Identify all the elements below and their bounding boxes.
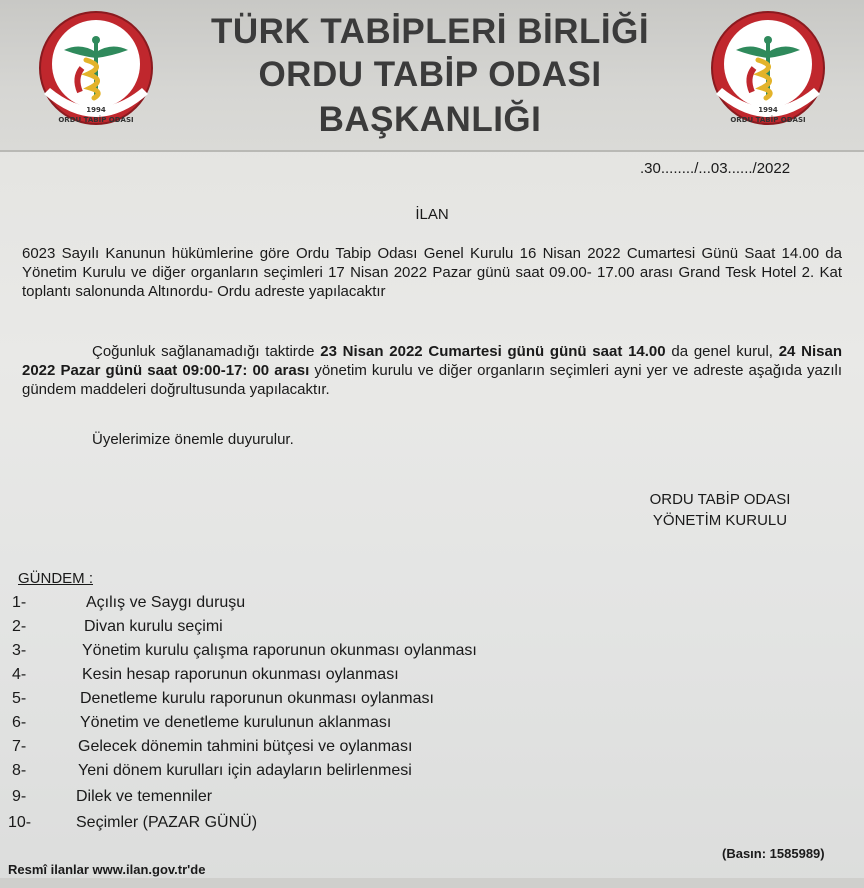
agenda-item-number: 4- — [12, 666, 27, 683]
agenda-item — [0, 762, 864, 786]
logo-text-right: ORDU TABİP ODASI — [730, 116, 806, 124]
agenda-item — [0, 714, 864, 738]
agenda-item — [0, 666, 864, 690]
paragraph-announcement: 6023 Sayılı Kanunun hükümlerine göre Ordu Tabip Odası Genel Kurulu 16 Nisan 2022 Cumartesi Günü Saat 14.00 da Yönetim Kurulu ve diğer organların seçimleri 17 Nisan 2022 Pazar günü saat 09.00- 17.00 arası Grand Tesk Hotel 2. Kat toplantı salonunda Altınordu- Ordu adreste yapılacaktır — [22, 245, 842, 300]
quorum-date-1: 23 Nisan 2022 Cumartesi günü günü saat 14.00 — [320, 343, 666, 360]
paragraph-announcement-note: Üyelerimize önemle duyurulur. — [92, 431, 294, 448]
press-code: (Basın: 1585989) — [722, 846, 825, 861]
paragraph-quorum — [22, 342, 842, 399]
agenda-item-text: Gelecek dönemin tahmini bütçesi ve oylanması — [78, 738, 413, 755]
agenda-item-number: 5- — [12, 690, 27, 707]
quorum-text-3: yönetim kurulu ve diğer organların seçimleri ayni yer ve adreste aşağıda yazılı gündem maddeleri doğrultusunda yapılacaktır. — [22, 362, 842, 398]
quorum-text-2: da genel kurul, — [665, 343, 779, 360]
official-notices-footer: Resmî ilanlar www.ilan.gov.tr'de — [8, 862, 206, 877]
agenda-item-text: Yönetim kurulu çalışma raporunun okunması oylanması — [82, 642, 477, 659]
logo-year-right: 1994 — [758, 106, 778, 114]
signature-line2: YÖNETİM KURULU — [652, 512, 788, 529]
agenda-item-number: 7- — [12, 738, 27, 755]
agenda-item — [0, 642, 864, 666]
footer-band — [0, 878, 864, 888]
agenda-item-text: Kesin hesap raporunun okunması oylanması — [82, 666, 399, 683]
agenda-item — [0, 788, 864, 812]
agenda-item-number: 2- — [12, 618, 27, 635]
logo-year-left: 1994 — [86, 106, 106, 114]
header-title-line3: BAŞKANLIĞI — [318, 100, 542, 139]
agenda-item — [0, 690, 864, 714]
signature-line1: ORDU TABİP ODASI — [649, 491, 791, 508]
agenda-item — [0, 594, 864, 618]
header-band — [0, 0, 864, 152]
agenda-heading: GÜNDEM : — [18, 570, 93, 587]
notice-title: İLAN — [415, 206, 449, 223]
notice-date: .30......../...03....../2022 — [640, 160, 791, 177]
agenda-item-text: Yönetim ve denetleme kurulunun aklanması — [80, 714, 392, 731]
agenda-item-number: 1- — [12, 594, 27, 611]
agenda-item-number: 8- — [12, 762, 27, 779]
quorum-text-1: Çoğunluk sağlanamadığı taktirde — [92, 343, 321, 360]
agenda-item-text: Açılış ve Saygı duruşu — [86, 594, 246, 611]
agenda-item-text: Denetleme kurulu raporunun okunması oylanması — [80, 690, 434, 707]
agenda-item-text: Seçimler (PAZAR GÜNÜ) — [76, 814, 258, 831]
agenda-item-text: Dilek ve temenniler — [76, 788, 213, 805]
quorum-date-2: 24 Nisan 2022 Pazar günü saat 09:00-17: 00 arası — [22, 343, 842, 379]
agenda-item — [0, 618, 864, 642]
agenda-item-text: Yeni dönem kurulları için adayların belirlenmesi — [78, 762, 412, 779]
agenda-item-number: 3- — [12, 642, 27, 659]
header-title-line2: ORDU TABİP ODASI — [258, 55, 602, 94]
medical-chamber-logo-right — [706, 8, 830, 132]
header-title-line1: TÜRK TABİPLERİ BİRLİĞİ — [210, 12, 650, 51]
agenda-item — [0, 814, 864, 838]
agenda-item-number: 6- — [12, 714, 27, 731]
agenda-item-number: 10- — [8, 814, 32, 831]
medical-chamber-logo-left — [34, 8, 158, 132]
agenda-item-number: 9- — [12, 788, 27, 805]
agenda-item-text: Divan kurulu seçimi — [84, 618, 223, 635]
agenda-item — [0, 738, 864, 762]
logo-text-left: ORDU TABİP ODASI — [58, 116, 134, 124]
